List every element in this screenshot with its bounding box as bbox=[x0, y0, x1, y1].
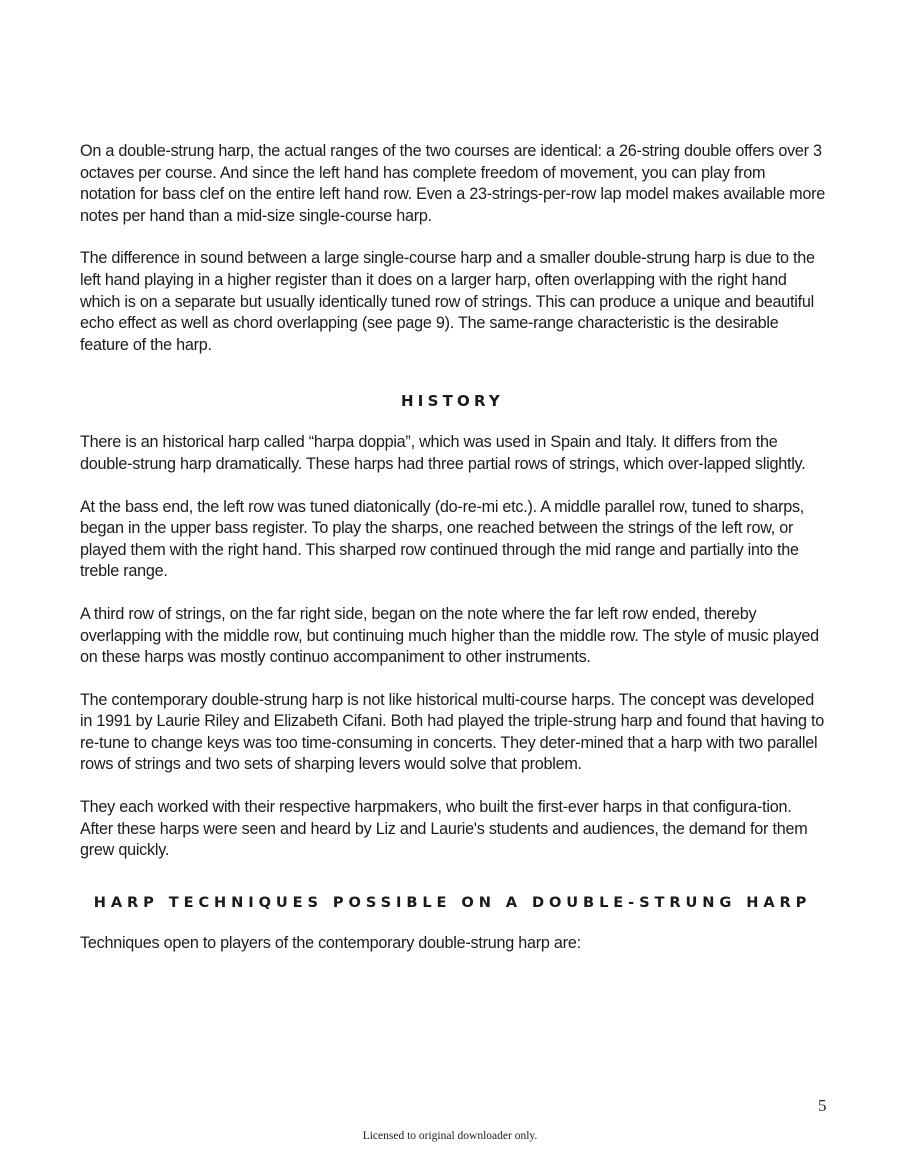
license-note: Licensed to original downloader only. bbox=[362, 1130, 538, 1142]
paragraph-techniques-intro: Techniques open to players of the contemporary double-strung harp are: bbox=[80, 933, 581, 952]
paragraph-sound-difference: The difference in sound between a large single-course harp and a smaller double-strung harp is due to the left hand playing in a higher register than it does on a larger harp, often overlapping with the right hand which is on a separate but usually identically tuned row of strings. This can produce a unique and beautiful echo effect as well as chord overlapping (see page 9). The same-range characteristic is the desirable feature of the harp. bbox=[80, 249, 815, 354]
paragraph-bass-end: At the bass end, the left row was tuned diatonically (do-re-mi etc.). A middle parallel row, tuned to sharps, began in the upper bass register. To play the sharps, one reached between the strings of the left row, or played them with the right hand. This sharped row continued through the mid range and partially into the treble range. bbox=[80, 497, 805, 581]
heading-history: HISTORY bbox=[401, 392, 504, 411]
heading-techniques: HARP TECHNIQUES POSSIBLE ON A DOUBLE-STRUNG HARP bbox=[93, 893, 812, 911]
paragraph-ranges: On a double-strung harp, the actual ranges of the two courses are identical: a 26-string double offers over 3 octaves per course. And since the left hand has complete freedom of movement, you can play from notation for bass clef on the entire left hand row. Even a 23-strings-per-row lap model makes available more notes per hand than a mid-size single-course harp. bbox=[80, 142, 826, 225]
paragraph-harpmakers: They each worked with their respective harpmakers, who built the first-ever harps in that configura-tion. After these harps were seen and heard by Liz and Laurie's students and audiences, the demand for them grew quickly. bbox=[80, 798, 808, 860]
paragraph-third-row: A third row of strings, on the far right side, began on the note where the far left row ended, thereby overlapping with the middle row, but continuing much higher than the middle row. The style of music played on these harps was mostly continuo accompaniment to other instruments. bbox=[80, 604, 819, 667]
paragraph-contemporary: The contemporary double-strung harp is not like historical multi-course harps. The concept was developed in 1991 by Laurie Riley and Elizabeth Cifani. Both had played the triple-strung harp and found that having to re-tune to change keys was too time-consuming in concerts. They deter-mined that a harp with two parallel rows of strings and two sets of sharping levers would solve that problem. bbox=[80, 690, 824, 774]
page-body bbox=[80, 141, 825, 954]
page-number: 5 bbox=[818, 1096, 827, 1115]
paragraph-harpa-doppia: There is an historical harp called “harpa doppia”, which was used in Spain and Italy. It differs from the double-strung harp dramatically. These harps had three partial rows of strings, which over-lapped slightly. bbox=[80, 433, 806, 473]
